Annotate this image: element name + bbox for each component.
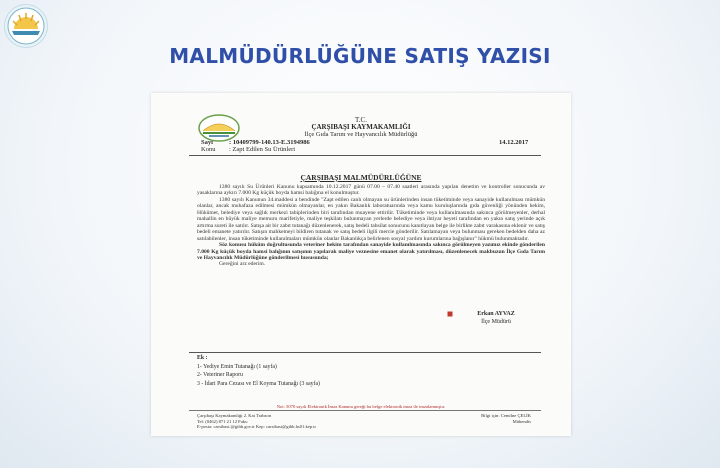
annex-list [197, 354, 320, 388]
header-tc: T.C. [355, 116, 367, 124]
footer-contact-person: Bilgi için: Cemilne ÇELİK [481, 413, 531, 418]
footer-contact-title: Mühendis [512, 418, 531, 424]
annex-heading: Ek : [197, 355, 208, 361]
body-paragraph: 1380 sayılı Su Ürünleri Kanunu kapsamında 10.12.2017 günü 07.00 – 07.40 saatleri arasında yapılan denetim ve kontroller sonucunda av yasaklarına aykırı 7.000 Kg küçük boyda hamsi balığına el konulmuştur. [197, 184, 545, 197]
body-closing: Gereğini arz ederim. [219, 261, 266, 268]
slide-title: MALMÜDÜRLÜĞÜNE SATIŞ YAZISI [169, 44, 551, 68]
document-date: 14.12.2017 [499, 139, 529, 146]
signature-block [451, 311, 541, 326]
annex-item: 3 - İdari Para Cezası ve El Koyma Tutanağı (3 sayfa) [197, 380, 320, 387]
konu-value: : Zapt Edilen Su Ürünleri [229, 146, 296, 153]
footer-phone: Tel: (0462) 871 21 12 Faks: [197, 418, 249, 424]
header-kaymakamlik: ÇARŞIBAŞI KAYMAKAMLIĞI [311, 123, 411, 131]
footer-email: E-posta: carsibasi.@gthb.gov.tr Kep: carsibasi@gthb.hs01.kep.tr [197, 424, 317, 430]
konu-label: Konu [201, 146, 216, 153]
e-signature-note: Not: 5070 sayılı Elektronik İmza Kanunu gereği bu belge elektronik imza ile imzalanmıştır. [276, 404, 446, 409]
sayi-label: Sayı [201, 139, 213, 146]
annex-divider [189, 352, 541, 353]
sayi-value: : 10409799-140.13-E.3194986 [229, 139, 310, 146]
letter-body [197, 184, 545, 268]
sunburst-logo-icon [5, 5, 47, 47]
header-divider [189, 155, 541, 156]
body-paragraph: Söz konusu hüküm doğrultusunda veteriner hekim tarafından sanayide kullanılmasında sakınca görülmeyen yazımız ekinde gönderilen 7.000 Kg küçük boyda hamsi balığının satışının yapılarak maliye veznesine emanet olarak yatırılması, düzenlenecek makbuzun İlçe Gıda Tarım ve Hayvancılık Müdürlüğüne gönderilmesi hususunda; [197, 242, 545, 261]
signer-title: İlçe Müdürü [481, 318, 511, 325]
organization-logo [4, 4, 48, 48]
footer-info-contact [481, 413, 531, 424]
annex-item: 1- Yediye Emin Tutanağı (1 sayfa) [197, 363, 277, 370]
footer-contact [197, 413, 316, 430]
official-letter-document [151, 93, 571, 436]
addressee: ÇARŞIBAŞI MALMÜDÜRLÜĞÜNE [300, 173, 422, 182]
e-signature-icon [447, 311, 453, 317]
footer-address: Çarşıbaşı Kaymakamlığı 2. Kat Trabzon [197, 413, 272, 418]
body-paragraph: 1380 sayılı Kanunun 34.maddesi a bendinde "Zapt edilen canlı olmayan su ürünlerinden insan tüketiminde veya sanayide kullanılması mümkün olanlar, ancak muhafaza edilmesi mümkün olmayanlar, en yakın Bakanlık laboratuarında veya kamu kuruluşlarında gıda güvenliği yönünden hekim, Hükümet, belediye veya sağlık merkezi tabiplerinden biri tarafından muayene ettirilir. Tüketiminde veya kullanılmasında sakınca görülmeyenler, derhal mahallin en büyük maliye memuru marifetiyle, maliye teşkilatı bulunmayan yerlerde belediye veya ihtiyar heyeti tarafından en yakın satış yerinde açık artırma sureti ile satılır. Satışa ait bir zabıt tutanağı düzenlenerek, satış bedeli tahsilat sonucunu kanıtlayan belge ile birlikte zabıt varakasına eklenir ve satış bedeli emanete yatırılır. Satışın mahkemeyi bildiren tutanak ve satış bedeli ilgili mercie gönderilir. Satılamayan veya bulunması gereken bedelden daha az satılabilenler, insan tüketiminde kullanılmaları mümkün olanlar Bakanlıkça belirlenen sosyal yardım kurumlarına bağışlanır" hükmü bulunmaktadır. [197, 196, 545, 242]
annex-item: 2- Veteriner Raporu [197, 372, 243, 379]
footer-divider [189, 410, 541, 411]
signer-name: Erkan AYVAZ [477, 311, 515, 317]
header-mudurluk: İlçe Gıda Tarım ve Hayvancılık Müdürlüğü [304, 131, 418, 138]
